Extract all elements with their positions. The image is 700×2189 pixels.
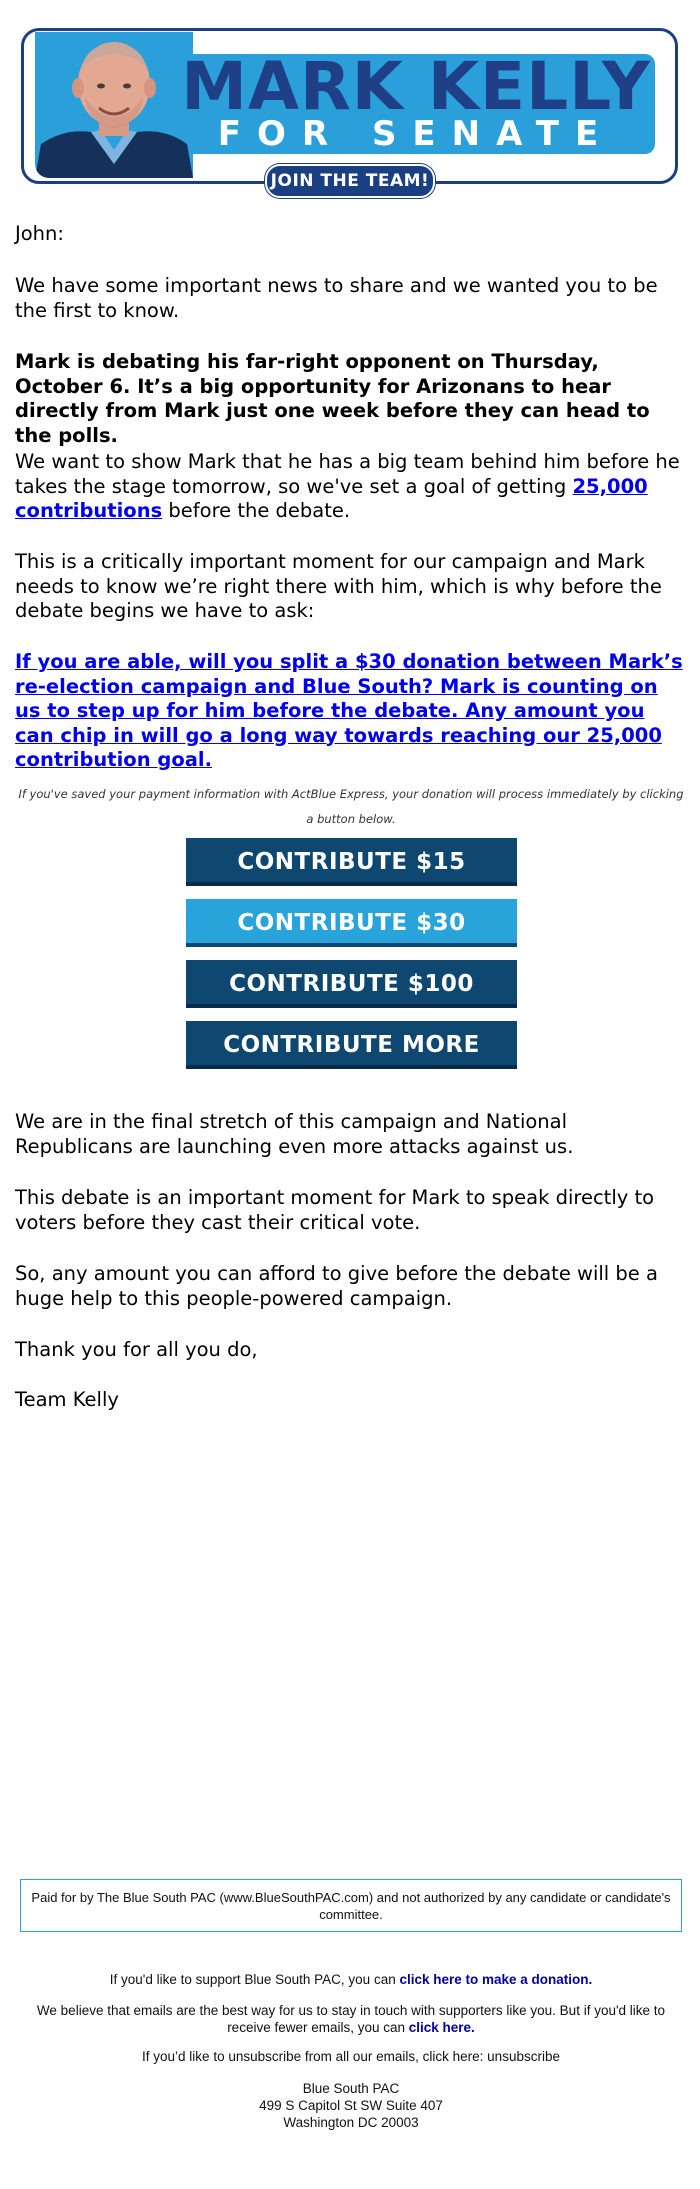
fewer-emails-link[interactable]: click here. (408, 2020, 475, 2035)
contribute-15-button[interactable]: CONTRIBUTE $15 (186, 838, 517, 886)
greeting: John: (15, 222, 64, 245)
footer-support-line (20, 1971, 682, 1988)
paragraph-final-stretch: We are in the final stretch of this campaign and National Republicans are launching even more attacks against us. (15, 1110, 574, 1158)
paragraph-goal (15, 450, 687, 524)
address-line-2: Washington DC 20003 (283, 2115, 419, 2130)
make-donation-link[interactable]: click here to make a donation. (399, 1972, 593, 1987)
signoff: Team Kelly (15, 1388, 119, 1411)
paragraph-debate-importance: This debate is an important moment for Mark to speak directly to voters before they cast their critical vote. (15, 1186, 655, 1234)
paid-for-disclaimer: Paid for by The Blue South PAC (www.BlueSouthPAC.com) and not authorized by any candidate or candidate's committee. (20, 1879, 682, 1932)
org-name: Blue South PAC (302, 2081, 400, 2096)
campaign-tagline: FOR SENATE (217, 114, 615, 154)
paragraph-thanks: Thank you for all you do, (15, 1338, 258, 1361)
candidate-photo (35, 32, 193, 178)
footer-emails-line (20, 2002, 682, 2036)
contribute-100-button[interactable]: CONTRIBUTE $100 (186, 960, 517, 1008)
donation-ask-link[interactable]: If you are able, will you split a $30 donation between Mark’s re-election campaign and Blue South? Mark is counting on us to step up for him before the debate. Any amount you can chip in will go a long way towards reaching our 25,000 contribution goal. (15, 650, 683, 771)
paragraph-ask (15, 650, 687, 773)
unsubscribe-text: If you’d like to unsubscribe from all our emails, click here: (142, 2049, 488, 2064)
unsubscribe-link[interactable]: unsubscribe (487, 2049, 560, 2064)
paragraph-critical-moment: This is a critically important moment for our campaign and Mark needs to know we’re right there with him, which is why before the debate begins we have to ask: (15, 550, 662, 622)
contributions-goal-link[interactable]: 25,000 contributions (15, 474, 648, 522)
join-the-team-button[interactable]: JOIN THE TEAM! (265, 164, 435, 198)
paragraph-debate-announcement: Mark is debating his far-right opponent on Thursday, October 6. It’s a big opportunity for Arizonans to hear directly from Mark just one week before they can head to the polls. (15, 350, 650, 447)
candidate-name: MARK KELLY (181, 48, 651, 125)
goal-text-before: We want to show Mark that he has a big team behind him before he takes the stage tomorrow, so we've set a goal of getting (15, 450, 680, 498)
contribute-more-button[interactable]: CONTRIBUTE MORE (186, 1021, 517, 1069)
address-line-1: 499 S Capitol St SW Suite 407 (259, 2098, 443, 2113)
paragraph-intro: We have some important news to share and we wanted you to be the first to know. (15, 274, 658, 322)
emails-text: We believe that emails are the best way for us to stay in touch with supporters like you. But if you'd like to receive fewer emails, you can (36, 2003, 666, 2035)
actblue-express-note: If you've saved your payment information with ActBlue Express, your donation will process immediately by clicking a button below. (18, 787, 684, 826)
contribute-30-button[interactable]: CONTRIBUTE $30 (186, 899, 517, 947)
header-banner[interactable] (21, 28, 678, 196)
footer-address (20, 2080, 682, 2131)
goal-text-after: before the debate. (162, 499, 351, 522)
support-text: If you'd like to support Blue South PAC, you can (109, 1972, 400, 1987)
paragraph-any-amount: So, any amount you can afford to give before the debate will be a huge help to this people-powered campaign. (15, 1262, 658, 1310)
footer-unsubscribe-line (20, 2048, 682, 2065)
